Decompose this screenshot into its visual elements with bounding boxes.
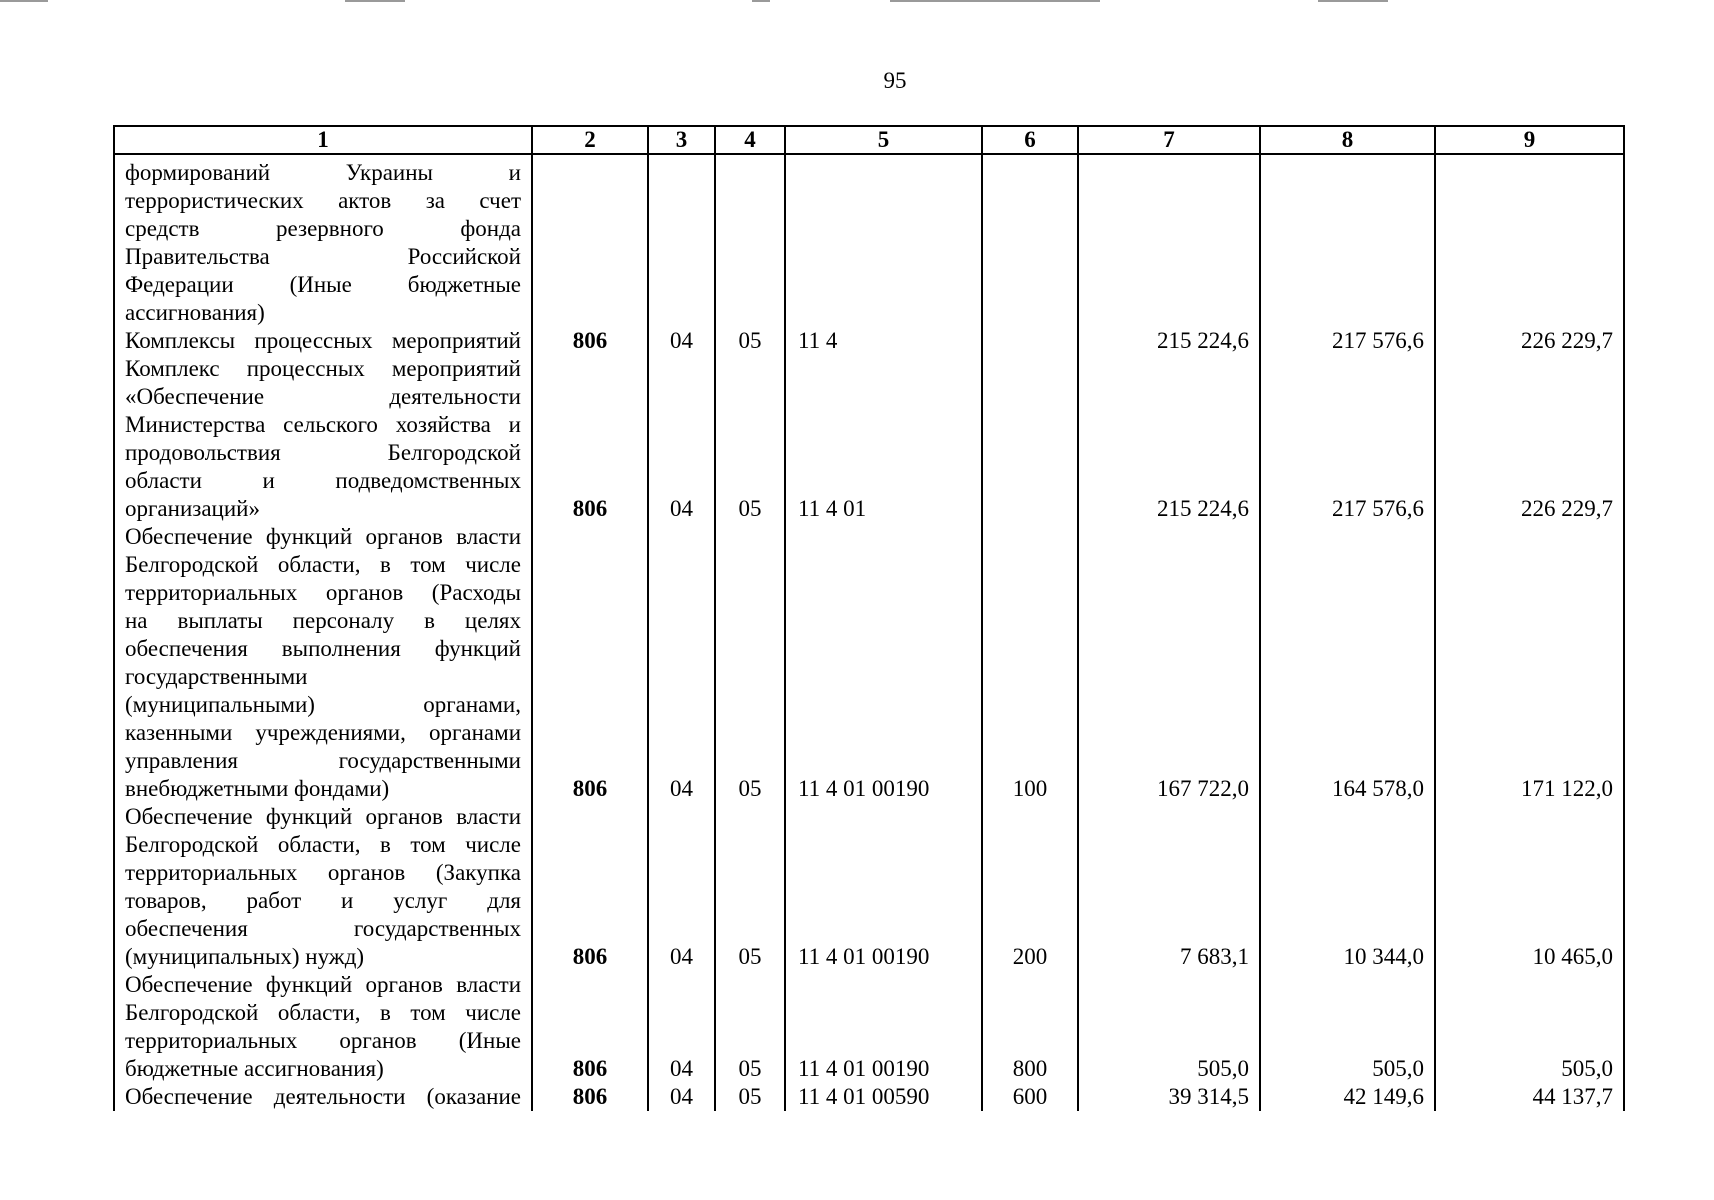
cell-target-article: 11 4 (785, 327, 982, 355)
description-line: обеспечения государственных (125, 916, 521, 941)
cell-amount-year2: 217 576,6 (1260, 355, 1435, 523)
cell-section: 04 (648, 355, 715, 523)
description-line: Обеспечение функций органов власти (125, 972, 521, 997)
cell-amount-year2: 164 578,0 (1260, 523, 1435, 803)
header-row (114, 126, 1624, 154)
scan-edge-mark (0, 0, 48, 2)
description-line: Обеспечение функций органов власти (125, 524, 521, 549)
cell-target-article: 11 4 01 (785, 355, 982, 523)
description-line: ассигнования) (125, 300, 265, 325)
cell-target-article: 11 4 01 00590 (785, 1083, 982, 1111)
cell-amount-year3: 10 465,0 (1435, 803, 1624, 971)
description-line: (муниципальных) нужд) (125, 944, 365, 969)
description-line: организаций» (125, 496, 260, 521)
cell-subsection: 05 (715, 355, 785, 523)
column-header: 2 (532, 126, 648, 154)
cell-section: 04 (648, 803, 715, 971)
cell-admin-code (532, 154, 648, 327)
row-description (114, 1083, 532, 1111)
row-description (114, 971, 532, 1083)
cell-admin-code: 806 (532, 971, 648, 1083)
cell-admin-code: 806 (532, 523, 648, 803)
cell-expense-type: 600 (982, 1083, 1078, 1111)
cell-target-article: 11 4 01 00190 (785, 971, 982, 1083)
cell-amount-year1: 7 683,1 (1078, 803, 1260, 971)
description-line: внебюджетными фондами) (125, 776, 390, 801)
cell-section: 04 (648, 523, 715, 803)
cell-subsection (715, 154, 785, 327)
cell-amount-year1 (1078, 154, 1260, 327)
cell-amount-year1: 215 224,6 (1078, 355, 1260, 523)
description-line: товаров, работ и услуг для (125, 888, 521, 913)
cell-amount-year2: 217 576,6 (1260, 327, 1435, 355)
table-row (114, 355, 1624, 523)
cell-subsection: 05 (715, 803, 785, 971)
description-line: обеспечения выполнения функций (125, 636, 521, 661)
cell-subsection: 05 (715, 523, 785, 803)
description-line: Министерства сельского хозяйства и (125, 412, 521, 437)
table-row (114, 327, 1624, 355)
cell-amount-year2: 42 149,6 (1260, 1083, 1435, 1111)
description-line: Комплекс процессных мероприятий (125, 356, 521, 381)
cell-admin-code: 806 (532, 1083, 648, 1111)
cell-amount-year3: 44 137,7 (1435, 1083, 1624, 1111)
cell-amount-year2: 10 344,0 (1260, 803, 1435, 971)
cell-section: 04 (648, 971, 715, 1083)
scan-edge-mark (1318, 0, 1388, 2)
cell-section: 04 (648, 327, 715, 355)
row-description (114, 355, 532, 523)
cell-expense-type: 100 (982, 523, 1078, 803)
description-line: на выплаты персоналу в целях (125, 608, 521, 633)
scan-edge-mark (890, 0, 1100, 2)
description-line: Комплексы процессных мероприятий (125, 328, 521, 353)
cell-amount-year2 (1260, 154, 1435, 327)
description-line: «Обеспечение деятельности (125, 384, 521, 409)
cell-expense-type: 200 (982, 803, 1078, 971)
column-header: 5 (785, 126, 982, 154)
cell-amount-year3: 226 229,7 (1435, 327, 1624, 355)
description-line: Правительства Российской (125, 244, 521, 269)
cell-section (648, 154, 715, 327)
description-line: области и подведомственных (125, 468, 521, 493)
column-header: 1 (114, 126, 532, 154)
column-header: 7 (1078, 126, 1260, 154)
description-line: (муниципальными) органами, (125, 692, 521, 717)
description-line: Федерации (Иные бюджетные (125, 272, 521, 297)
row-description (114, 154, 532, 327)
cell-amount-year3: 226 229,7 (1435, 355, 1624, 523)
cell-admin-code: 806 (532, 355, 648, 523)
description-line: террористических актов за счет (125, 188, 521, 213)
budget-table (113, 125, 1625, 1111)
cell-amount-year1: 215 224,6 (1078, 327, 1260, 355)
description-line: территориальных органов (Закупка (125, 860, 521, 885)
cell-amount-year3: 505,0 (1435, 971, 1624, 1083)
table-row (114, 803, 1624, 971)
table-row (114, 1083, 1624, 1111)
cell-section: 04 (648, 1083, 715, 1111)
table-row (114, 971, 1624, 1083)
cell-expense-type (982, 327, 1078, 355)
cell-expense-type (982, 355, 1078, 523)
scan-edge-mark (752, 0, 770, 2)
cell-subsection: 05 (715, 327, 785, 355)
column-header: 4 (715, 126, 785, 154)
column-header: 3 (648, 126, 715, 154)
page-number: 95 (883, 68, 907, 93)
cell-target-article: 11 4 01 00190 (785, 803, 982, 971)
description-line: Обеспечение функций органов власти (125, 804, 521, 829)
cell-subsection: 05 (715, 1083, 785, 1111)
scan-edge-mark (345, 0, 405, 2)
description-line: Обеспечение деятельности (оказание (125, 1084, 521, 1109)
row-description (114, 803, 532, 971)
column-header: 8 (1260, 126, 1435, 154)
column-header: 6 (982, 126, 1078, 154)
description-line: Белгородской области, в том числе (125, 832, 521, 857)
cell-target-article (785, 154, 982, 327)
cell-subsection: 05 (715, 971, 785, 1083)
column-header: 9 (1435, 126, 1624, 154)
cell-expense-type: 800 (982, 971, 1078, 1083)
description-line: формирований Украины и (125, 160, 521, 185)
cell-amount-year1: 167 722,0 (1078, 523, 1260, 803)
description-line: государственными (125, 664, 308, 689)
description-line: бюджетные ассигнования) (125, 1056, 384, 1081)
row-description (114, 327, 532, 355)
cell-amount-year3 (1435, 154, 1624, 327)
description-line: Белгородской области, в том числе (125, 1000, 521, 1025)
description-line: территориальных органов (Расходы (125, 580, 521, 605)
row-description (114, 523, 532, 803)
cell-amount-year3: 171 122,0 (1435, 523, 1624, 803)
description-line: Белгородской области, в том числе (125, 552, 521, 577)
cell-target-article: 11 4 01 00190 (785, 523, 982, 803)
description-line: казенными учреждениями, органами (125, 720, 521, 745)
description-line: средств резервного фонда (125, 216, 521, 241)
table-row (114, 523, 1624, 803)
cell-amount-year1: 505,0 (1078, 971, 1260, 1083)
cell-amount-year2: 505,0 (1260, 971, 1435, 1083)
description-line: территориальных органов (Иные (125, 1028, 521, 1053)
table-row (114, 154, 1624, 327)
description-line: управления государственными (125, 748, 521, 773)
description-line: продовольствия Белгородской (125, 440, 521, 465)
cell-amount-year1: 39 314,5 (1078, 1083, 1260, 1111)
cell-admin-code: 806 (532, 327, 648, 355)
cell-expense-type (982, 154, 1078, 327)
cell-admin-code: 806 (532, 803, 648, 971)
